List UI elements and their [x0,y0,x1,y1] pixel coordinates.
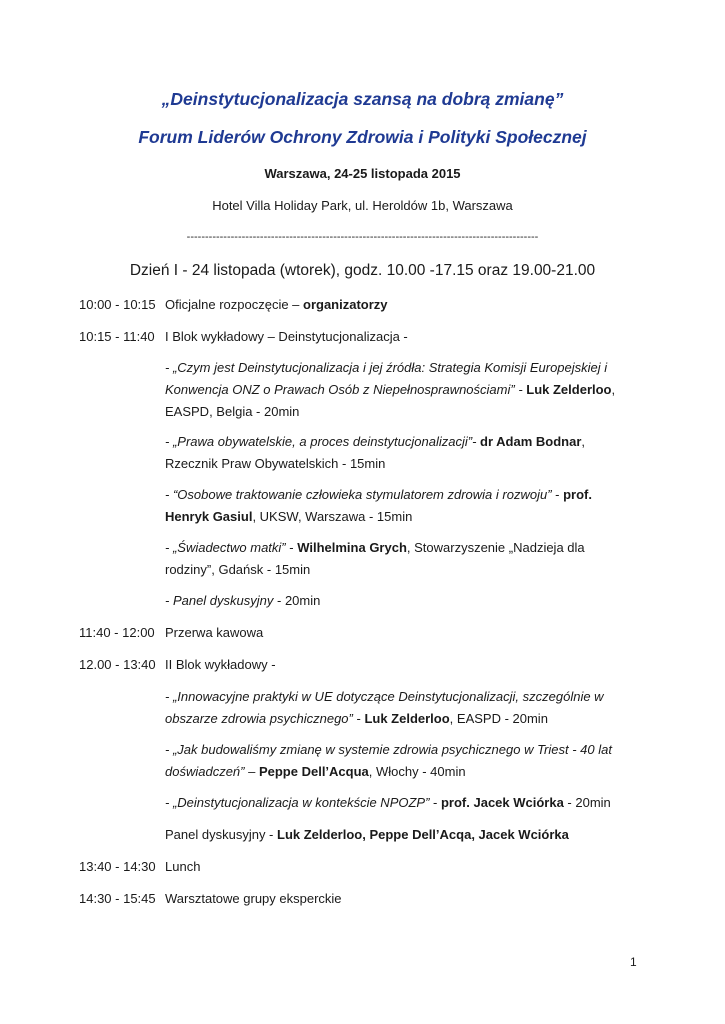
schedule-time: 10:00 - 10:15 [79,297,156,312]
talk-item: - “Osobowe traktowanie człowieka stymulatorem zdrowia i rozwoju” - prof. Henryk Gasiul, UKSW, Warszawa - 15min [165,487,592,524]
schedule-text: Lunch [165,859,201,874]
talk-item: - „Jak budowaliśmy zmianę w systemie zdrowia psychicznego w Triest - 40 lat doświadczeń” – Peppe Dell’Acqua, Włochy - 40min [165,742,612,779]
venue: Hotel Villa Holiday Park, ul. Heroldów 1b, Warszawa [212,198,513,213]
talk-item: - „Świadectwo matki” - Wilhelmina Grych, Stowarzyszenie „Nadzieja dla rodziny”, Gdańsk - 15min [165,540,585,577]
talk-item: - Panel dyskusyjny - 20min [165,593,321,608]
schedule-text: I Blok wykładowy – Deinstytucjonalizacja - [165,329,408,344]
schedule-time: 13:40 - 14:30 [79,859,156,874]
schedule-text: Przerwa kawowa [165,625,264,640]
schedule-text: Oficjalne rozpoczęcie – organizatorzy [165,297,388,312]
schedule-time: 14:30 - 15:45 [79,891,156,906]
date-place: Warszawa, 24-25 listopada 2015 [264,166,461,181]
schedule-time: 10:15 - 11:40 [79,329,155,344]
schedule-text: II Blok wykładowy - [165,657,276,672]
talk-item: - „Innowacyjne praktyki w UE dotyczące Deinstytucjonalizacji, szczególnie w obszarze zdrowia psychicznego” - Luk Zelderloo, EASPD - 20min [165,689,604,726]
page-number: 1 [630,955,637,969]
forum-subtitle: Forum Liderów Ochrony Zdrowia i Polityki Społecznej [138,127,587,147]
schedule-time: 11:40 - 12:00 [79,625,155,640]
talk-item: - „Deinstytucjonalizacja w kontekście NPOZP” - prof. Jacek Wciórka - 20min [165,795,611,810]
schedule-text: Warsztatowe grupy eksperckie [165,891,342,906]
schedule-time: 12.00 - 13:40 [79,657,156,672]
day-heading: Dzień I - 24 listopada (wtorek), godz. 10.00 -17.15 oraz 19.00-21.00 [129,262,596,279]
talk-item: - „Czym jest Deinstytucjonalizacja i jej źródła: Strategia Komisji Europejskiej i Konwencja ONZ o Prawach Osób z Niepełnosprawnościami” - Luk Zelderloo, EASPD, Belgia - 20min [165,360,616,419]
separator-line: ------------------------------------------------------------------------------------------------ [186,231,539,243]
panel-item: Panel dyskusyjny - Luk Zelderloo, Peppe Dell’Acqa, Jacek Wciórka [165,827,569,842]
talk-item: - „Prawa obywatelskie, a proces deinstytucjonalizacji”- dr Adam Bodnar, Rzecznik Praw Obywatelskich - 15min [165,434,585,471]
forum-title: „Deinstytucjonalizacja szansą na dobrą zmianę” [161,89,564,109]
